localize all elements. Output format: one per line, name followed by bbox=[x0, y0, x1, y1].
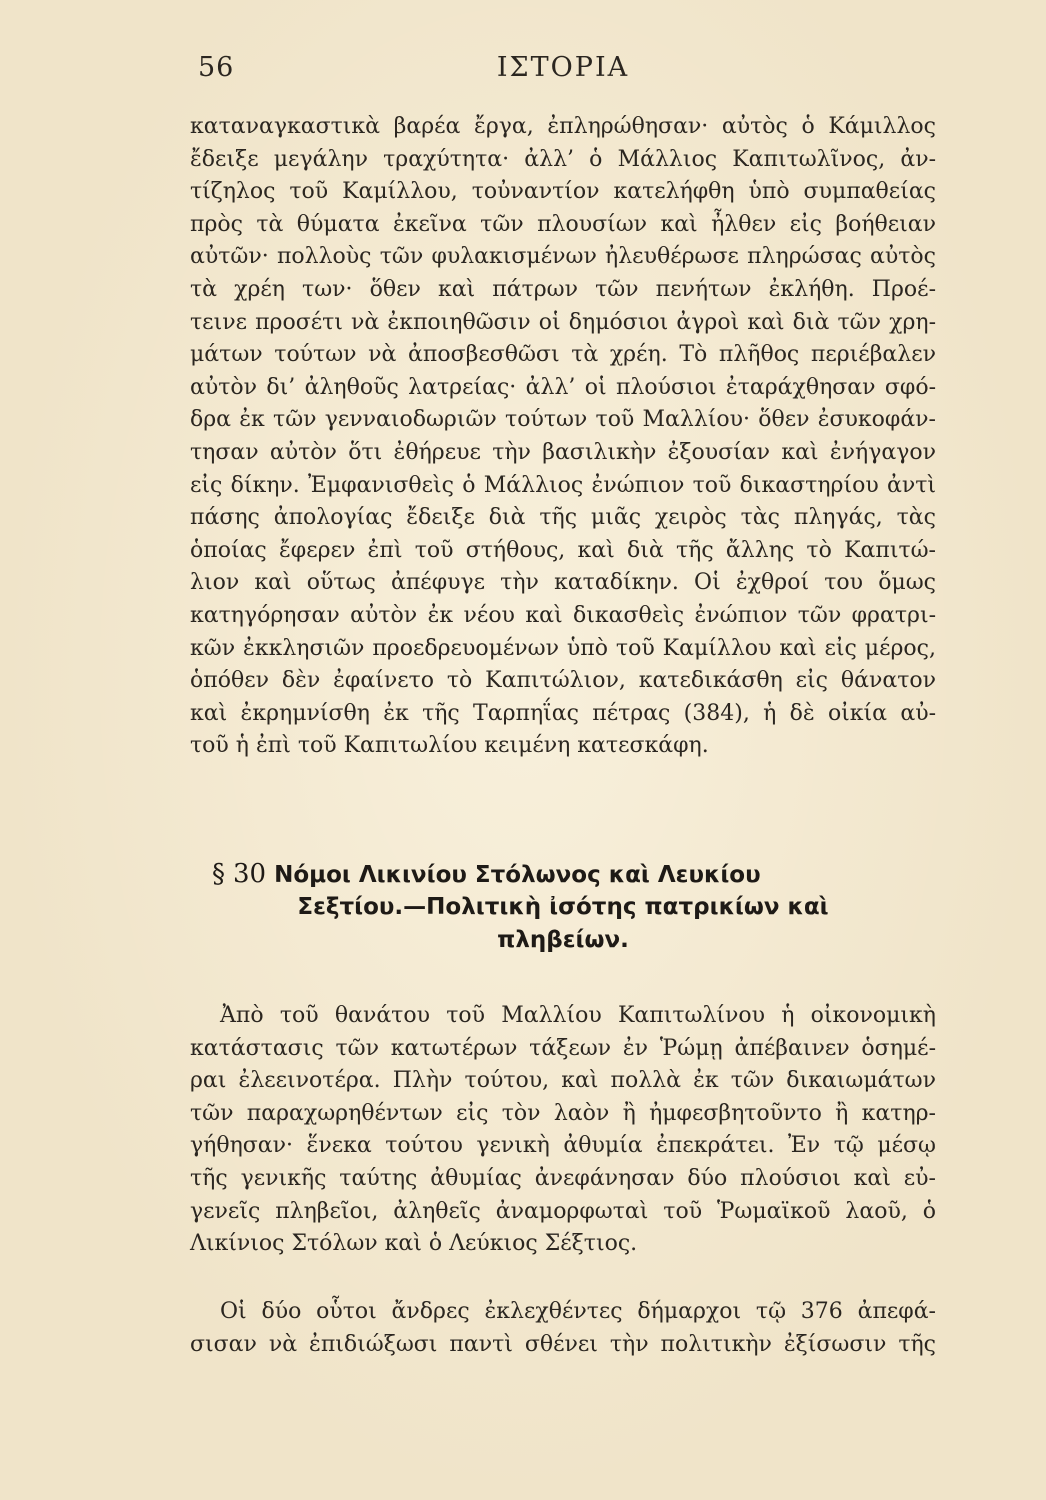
text-line: μάτων τούτων νὰ ἀποσβεσθῶσι τὰ χρέη. Τὸ πλῆθος περιέβαλεν bbox=[190, 342, 936, 368]
text-line: κῶν ἐκκλησιῶν προεδρευομένων ὑπὸ τοῦ Καμίλλου καὶ εἰς μέρος, bbox=[190, 635, 936, 661]
text-line: Λικίνιος Στόλων καὶ ὁ Λεύκιος Σέξτιος. bbox=[190, 1231, 638, 1257]
text-line: τίζηλος τοῦ Καμίλλου, τοὐναντίον κατελήφθη ὑπὸ συμπαθείας bbox=[190, 179, 936, 205]
text-line: καὶ ἐκρημνίσθη ἐκ τῆς Ταρπηΐας πέτρας (384), ἡ δὲ οἰκία αὐ- bbox=[190, 700, 936, 726]
text-line: τοῦ ἡ ἐπὶ τοῦ Καπιτωλίου κειμένη κατεσκάφη. bbox=[190, 733, 709, 759]
section-title-part-2: Σεξτίου.—Πολιτικὴ ἰσότης πατρικίων καὶ bbox=[297, 894, 829, 920]
text-line: τῆς γενικῆς ταύτης ἀθυμίας ἀνεφάνησαν δύο πλούσιοι καὶ εὐ- bbox=[190, 1165, 936, 1191]
text-line: λιον καὶ οὕτως ἀπέφυγε τὴν καταδίκην. Οἱ ἐχθροί του ὅμως bbox=[190, 570, 936, 596]
text-line: ὁποίας ἔφερεν ἐπὶ τοῦ στήθους, καὶ διὰ τῆς ἄλλης τὸ Καπιτώ- bbox=[190, 537, 936, 563]
text-line: γήθησαν· ἕνεκα τούτου γενικὴ ἀθυμία ἐπεκράτει. Ἐν τῷ μέσῳ bbox=[190, 1133, 936, 1159]
paragraph-2 bbox=[190, 1000, 936, 1261]
text-line: γενεῖς πληβεῖοι, ἀληθεῖς ἀναμορφωταὶ τοῦ Ῥωμαϊκοῦ λαοῦ, ὁ bbox=[190, 1198, 936, 1224]
running-title: ΙΣΤΟΡΙΑ bbox=[496, 52, 630, 83]
text-line: Οἱ δύο οὗτοι ἄνδρες ἐκλεχθέντες δήμαρχοι τῷ 376 ἀπεφά- bbox=[220, 1299, 936, 1324]
text-line: πρὸς τὰ θύματα ἐκεῖνα τῶν πλουσίων καὶ ἦλθεν εἰς βοήθειαν bbox=[190, 211, 936, 237]
text-line: τησαν αὐτὸν ὅτι ἐθήρευε τὴν βασιλικὴν ἐξουσίαν καὶ ἐνήγαγον bbox=[190, 439, 936, 465]
section-heading bbox=[190, 858, 936, 957]
text-line: πάσης ἀπολογίας ἔδειξε διὰ τῆς μιᾶς χειρὸς τὰς πληγάς, τὰς bbox=[190, 505, 936, 531]
text-line: δρα ἐκ τῶν γενναιοδωριῶν τούτων τοῦ Μαλλίου· ὅθεν ἐσυκοφάν- bbox=[190, 407, 936, 433]
paragraph-1 bbox=[190, 111, 936, 763]
section-heading-line-1 bbox=[190, 858, 936, 891]
text-line: αὐτῶν· πολλοὺς τῶν φυλακισμένων ἠλευθέρωσε πληρώσας αὐτὸς bbox=[190, 244, 936, 270]
text-line: αὐτὸν δι’ ἀληθοῦς λατρείας· ἀλλ’ οἱ πλούσιοι ἐταράχθησαν σφό- bbox=[190, 374, 936, 400]
section-title-part-3: πληβείων. bbox=[497, 927, 629, 953]
section-symbol: § bbox=[212, 859, 225, 889]
text-line: τεινε προσέτι νὰ ἐκποιηθῶσιν οἱ δημόσιοι ἀγροὶ καὶ διὰ τῶν χρη- bbox=[190, 309, 936, 335]
text-line: Ἀπὸ τοῦ θανάτου τοῦ Μαλλίου Καπιτωλίνου ἡ οἰκονομικὴ bbox=[220, 1003, 936, 1028]
text-line: ἔδειξε μεγάλην τραχύτητα· ἀλλ’ ὁ Μάλλιος Καπιτωλῖνος, ἀν- bbox=[190, 146, 936, 172]
section-title-part-1: Νόμοι Λικινίου Στόλωνος καὶ Λευκίου bbox=[274, 862, 761, 888]
page-number: 56 bbox=[198, 52, 235, 83]
paragraph-3 bbox=[190, 1296, 936, 1361]
text-line: σισαν νὰ ἐπιδιώξωσι παντὶ σθένει τὴν πολιτικὴν ἐξίσωσιν τῆς bbox=[190, 1331, 936, 1357]
text-line: κατηγόρησαν αὐτὸν ἐκ νέου καὶ δικασθεὶς ἐνώπιον τῶν φρατρι- bbox=[190, 602, 936, 628]
text-line: κατάστασις τῶν κατωτέρων τάξεων ἐν Ῥώμῃ ἀπέβαινεν ὁσημέ- bbox=[190, 1035, 936, 1061]
text-line: τῶν παραχωρηθέντων εἰς τὸν λαὸν ἢ ἠμφεσβητοῦντο ἢ κατηρ- bbox=[190, 1100, 936, 1126]
text-line: ὁπόθεν δὲν ἐφαίνετο τὸ Καπιτώλιον, κατεδικάσθη εἰς θάνατον bbox=[190, 668, 936, 694]
text-line: ραι ἐλεεινοτέρα. Πλὴν τούτου, καὶ πολλὰ ἐκ τῶν δικαιωμάτων bbox=[190, 1068, 936, 1094]
section-number: 30 bbox=[233, 859, 267, 889]
text-line: εἰς δίκην. Ἐμφανισθεὶς ὁ Μάλλιος ἐνώπιον τοῦ δικαστηρίου ἀντὶ bbox=[190, 472, 936, 498]
text-line: καταναγκαστικὰ βαρέα ἔργα, ἐπληρώθησαν· αὐτὸς ὁ Κάμιλλος bbox=[190, 114, 936, 139]
text-line: τὰ χρέη των· ὅθεν καὶ πάτρων τῶν πενήτων ἐκλήθη. Προέ- bbox=[190, 276, 936, 302]
